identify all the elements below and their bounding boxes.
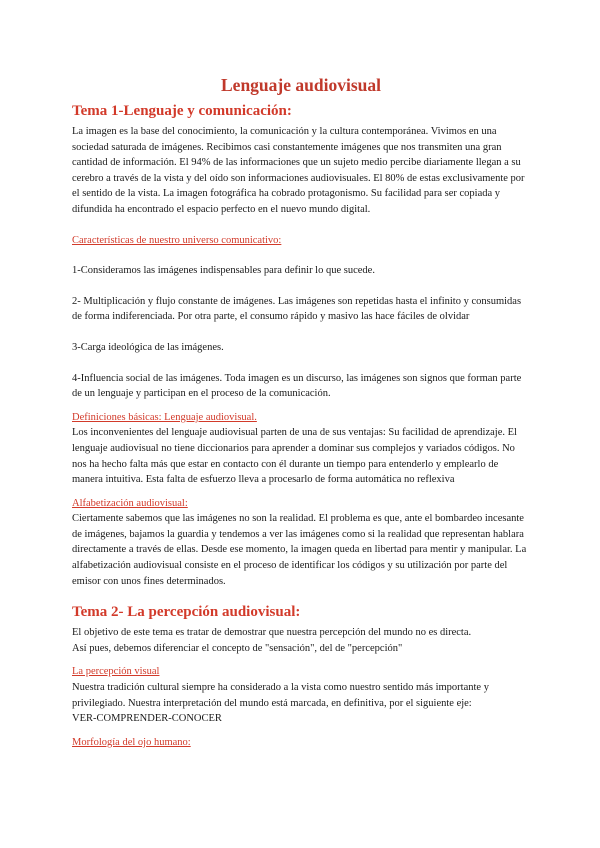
tema1-heading: Tema 1-Lenguaje y comunicación:: [72, 103, 292, 119]
tema2-intro-line-1: El objetivo de este tema es tratar de demostrar que nuestra percepción del mundo no es directa.: [72, 627, 472, 639]
eje-text: VER-COMPRENDER-CONOCER: [72, 713, 222, 725]
percepcion-visual-subheading: La percepción visual: [72, 666, 160, 678]
percepcion-visual-paragraph: Nuestra tradición cultural siempre ha considerado a la vista como nuestro sentido más importante y privilegiado. Nuestra interpretación del mundo está marcada, en definitiva, por el siguiente eje:: [72, 682, 489, 709]
caracteristica-item-4: 4-Influencia social de las imágenes. Toda imagen es un discurso, las imágenes son signos que forman parte de un lenguaje y participan en el proceso de la comunicación.: [72, 372, 522, 400]
definiciones-subheading: Definiciones básicas: Lenguaje audiovisual.: [72, 411, 257, 423]
document-title: Lenguaje audiovisual: [221, 75, 381, 95]
alfabetizacion-paragraph: Ciertamente sabemos que las imágenes no son la realidad. El problema es que, ante el bombardeo incesante de imágenes, bajamos la guardia y tendemos a ver las imágenes como si la realidad que representan hablara directamente a través de ellas. Desde ese momento, la imagen queda en libertad para mentir y manipular. La alfabetización audiovisual consiste en el proceso de identificar los códigos y su utilización por parte del emisor con unos fines determinados.: [72, 513, 527, 587]
definiciones-paragraph: Los inconvenientes del lenguaje audiovisual parten de una de sus ventajas: Su facilidad de aprendizaje. El lenguaje audiovisual no tiene diccionarios para aprender a dominar sus complejos y variados códigos. No nos ha hecho falta más que estar en contacto con él durante un tiempo para entenderlo y emplearlo de manera intuitiva. Esta falta de esfuerzo lleva a procesarlo de forma automática no reflexiva: [72, 427, 517, 486]
tema2-intro-line-2: Así pues, debemos diferenciar el concepto de "sensación", del de "percepción": [72, 642, 403, 654]
tema1-intro-paragraph: La imagen es la base del conocimiento, la comunicación y la cultura contemporánea. Vivimos en una sociedad saturada de imágenes. Recibimos casi constantemente imágenes que nos transmiten una gran cantidad de información. El 94% de las informaciones que un sujeto medio percibe diariamente llegan a su cerebro a través de la vista y del oído son informaciones audiovisuales. El 80% de estas exclusivamente por el sentido de la vista. La imagen fotográfica ha cobrado protagonismo. Su facilidad para ser copiada y difundida ha encontrado el espacio perfecto en el nuevo mundo digital.: [72, 126, 525, 215]
caracteristicas-subheading: Características de nuestro universo comunicativo:: [72, 234, 282, 246]
caracteristica-item-1: 1-Consideramos las imágenes indispensables para definir lo que sucede.: [72, 265, 375, 277]
alfabetizacion-subheading: Alfabetización audiovisual:: [72, 497, 188, 509]
caracteristica-item-3: 3-Carga ideológica de las imágenes.: [72, 341, 224, 353]
tema2-heading: Tema 2- La percepción audiovisual:: [72, 604, 301, 621]
morfologia-subheading: Morfología del ojo humano:: [72, 736, 191, 748]
caracteristica-item-2: 2- Multiplicación y flujo constante de imágenes. Las imágenes son repetidas hasta el infinito y consumidas de forma indiferenciada. Por otra parte, el consumo rápido y masivo las hace fáciles de olvidar: [72, 295, 522, 323]
